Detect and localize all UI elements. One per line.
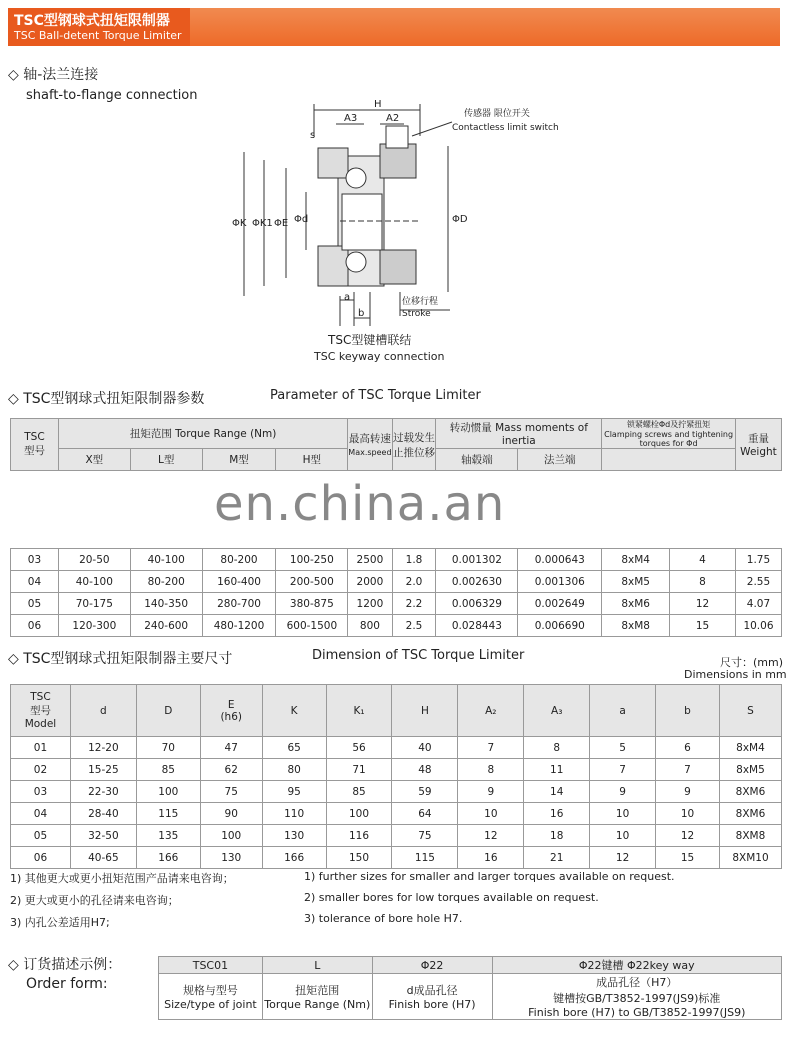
param-cell: 200-500 — [276, 571, 348, 593]
dim-cell: 6 — [656, 737, 720, 759]
note-en-2: 2) smaller bores for low torques available on request. — [304, 891, 599, 904]
dim-cell: 12 — [656, 825, 720, 847]
param-cell: 0.001302 — [436, 549, 518, 571]
torque-limiter-diagram — [220, 96, 590, 366]
param-cell: 8xM5 — [602, 571, 670, 593]
dim-cell: 8 — [458, 759, 524, 781]
param-cell: 140-350 — [130, 593, 202, 615]
dim-phiD-label: ΦD — [452, 214, 468, 225]
dim-cell: 32-50 — [70, 825, 136, 847]
dim-cell: 21 — [524, 847, 590, 869]
param-cell: 40-100 — [130, 549, 202, 571]
param-cell: 80-200 — [202, 549, 276, 571]
dim-cell: 100 — [200, 825, 262, 847]
dim-cell: 9 — [590, 781, 656, 803]
param-cell: 480-1200 — [202, 615, 276, 637]
param-h-stroke: 过载发生 止推位移 — [392, 419, 436, 471]
dim-cell: 8XM6 — [719, 803, 781, 825]
dim-cell: 85 — [326, 781, 392, 803]
dim-cell: 8XM8 — [719, 825, 781, 847]
param-cell: 2000 — [348, 571, 392, 593]
param-cell: 03 — [11, 549, 59, 571]
param-h-range: 扭矩范围 Torque Range (Nm) — [58, 419, 347, 449]
dim-cell: 03 — [11, 781, 71, 803]
order-code-range: L — [262, 957, 372, 974]
param-cell: 280-700 — [202, 593, 276, 615]
dim-h-col: H — [392, 685, 458, 737]
dim-cell: 48 — [392, 759, 458, 781]
order-table — [158, 956, 782, 1020]
order-code-model: TSC01 — [159, 957, 263, 974]
param-row — [11, 571, 782, 593]
param-cell: 8 — [670, 571, 736, 593]
diagram-caption-en: TSC keyway connection — [314, 350, 445, 363]
dim-cell: 100 — [136, 781, 200, 803]
param-h-l: L型 — [130, 449, 202, 471]
param-h-weight: 重量 Weight — [735, 419, 781, 471]
param-cell: 0.006690 — [518, 615, 602, 637]
dim-cell: 11 — [524, 759, 590, 781]
dim-cell: 62 — [200, 759, 262, 781]
param-cell: 0.002630 — [436, 571, 518, 593]
section3-title-cn: ◇ TSC型钢球式扭矩限制器主要尺寸 — [8, 651, 233, 667]
dim-cell: 01 — [11, 737, 71, 759]
dim-cell: 9 — [458, 781, 524, 803]
param-cell: 2.5 — [392, 615, 436, 637]
dim-cell: 116 — [326, 825, 392, 847]
param-h-hub: 轴毂端 — [436, 449, 518, 471]
dim-cell: 166 — [136, 847, 200, 869]
dim-cell: 06 — [11, 847, 71, 869]
param-h-m: M型 — [202, 449, 276, 471]
dim-cell: 7 — [656, 759, 720, 781]
dim-cell: 5 — [590, 737, 656, 759]
dim-cell: 02 — [11, 759, 71, 781]
dim-cell: 8XM6 — [719, 781, 781, 803]
dim-H-label: H — [374, 99, 382, 110]
dim-A3-label: A3 — [344, 113, 358, 124]
section2-title-en: Parameter of TSC Torque Limiter — [270, 388, 481, 403]
param-cell: 4.07 — [735, 593, 781, 615]
param-h-clamp: 锁紧螺栓Φd及拧紧扭矩 Clamping screws and tightening torques for Φd — [602, 419, 736, 449]
dim-h-col: K₁ — [326, 685, 392, 737]
dim-cell: 15-25 — [70, 759, 136, 781]
dim-cell: 40 — [392, 737, 458, 759]
param-cell: 10.06 — [735, 615, 781, 637]
dim-b-label: b — [358, 308, 365, 319]
order-desc-keyway: 成品孔径（H7） 键槽按GB/T3852-1997(JS9)标准 Finish bore (H7) to GB/T3852-1997(JS9) — [492, 974, 782, 1020]
dim-cell: 8xM4 — [719, 737, 781, 759]
param-cell: 100-250 — [276, 549, 348, 571]
dim-cell: 90 — [200, 803, 262, 825]
dim-cell: 15 — [656, 847, 720, 869]
dim-cell: 9 — [656, 781, 720, 803]
param-cell: 40-100 — [58, 571, 130, 593]
dim-cell: 7 — [590, 759, 656, 781]
dim-row — [11, 847, 782, 869]
dim-h-col: A₃ — [524, 685, 590, 737]
order-title-en: Order form: — [26, 976, 108, 992]
order-title-cn: ◇ 订货描述示例： — [8, 957, 122, 973]
dim-h-model: TSC 型号 Model — [11, 685, 71, 737]
dim-a-label: a — [344, 292, 351, 303]
param-h-clamp-sub — [602, 449, 736, 471]
dim-cell: 10 — [656, 803, 720, 825]
dim-cell: 130 — [262, 825, 326, 847]
param-h-x: X型 — [58, 449, 130, 471]
note-cn-1: 1) 其他更大或更小扭矩范围产品请来电咨询； — [10, 872, 234, 885]
param-h-inertia: 转动惯量 Mass moments of inertia — [436, 419, 602, 449]
dim-cell: 04 — [11, 803, 71, 825]
unit-label-cn: 尺寸：(mm) — [720, 656, 784, 669]
dim-cell: 12 — [458, 825, 524, 847]
param-cell: 0.002649 — [518, 593, 602, 615]
dim-cell: 64 — [392, 803, 458, 825]
param-cell: 8xM4 — [602, 549, 670, 571]
param-cell: 0.001306 — [518, 571, 602, 593]
section1-title-cn: ◇ 轴-法兰连接 — [8, 67, 99, 83]
dim-A2-label: A2 — [386, 113, 400, 124]
dim-cell: 110 — [262, 803, 326, 825]
dim-cell: 05 — [11, 825, 71, 847]
dim-cell: 7 — [458, 737, 524, 759]
dim-cell: 12 — [590, 847, 656, 869]
param-cell: 20-50 — [58, 549, 130, 571]
order-code-bore: Φ22 — [372, 957, 492, 974]
dim-cell: 80 — [262, 759, 326, 781]
section2-title-cn: ◇ TSC型钢球式扭矩限制器参数 — [8, 391, 205, 407]
dim-cell: 71 — [326, 759, 392, 781]
param-cell: 70-175 — [58, 593, 130, 615]
diagram-caption-cn: TSC型键槽联结 — [328, 333, 412, 347]
param-row — [11, 549, 782, 571]
section3-title-en: Dimension of TSC Torque Limiter — [312, 648, 525, 663]
dim-cell: 18 — [524, 825, 590, 847]
param-cell: 600-1500 — [276, 615, 348, 637]
param-cell: 380-875 — [276, 593, 348, 615]
param-cell: 2500 — [348, 549, 392, 571]
dim-cell: 100 — [326, 803, 392, 825]
page-header — [0, 0, 790, 46]
watermark-text: en.china.an — [214, 476, 506, 532]
dim-row — [11, 781, 782, 803]
param-cell: 2.55 — [735, 571, 781, 593]
param-h-model: TSC 型号 — [11, 419, 59, 471]
order-desc-model: 规格与型号 Size/type of joint — [159, 974, 263, 1020]
dim-phid-label: Φd — [294, 214, 309, 225]
dim-cell: 12-20 — [70, 737, 136, 759]
sensor-label-en: Contactless limit switch — [452, 123, 559, 133]
param-cell: 1200 — [348, 593, 392, 615]
sensor-label-cn: 传感器 限位开关 — [464, 109, 530, 119]
param-cell: 80-200 — [130, 571, 202, 593]
note-cn-3: 3) 内孔公差适用H7; — [10, 916, 110, 929]
dim-cell: 65 — [262, 737, 326, 759]
section1-title-en: shaft-to-flange connection — [26, 88, 198, 103]
dim-row — [11, 825, 782, 847]
dim-cell: 16 — [524, 803, 590, 825]
dim-cell: 47 — [200, 737, 262, 759]
param-cell: 240-600 — [130, 615, 202, 637]
note-en-3: 3) tolerance of bore hole H7. — [304, 912, 463, 925]
stroke-label-cn: 位移行程 — [402, 297, 439, 307]
param-cell: 8xM8 — [602, 615, 670, 637]
dim-row — [11, 759, 782, 781]
dim-h-col: d — [70, 685, 136, 737]
dim-s-label: s — [310, 130, 316, 141]
dim-cell: 14 — [524, 781, 590, 803]
order-code-keyway: Φ22键槽 Φ22key way — [492, 957, 782, 974]
dim-row — [11, 803, 782, 825]
param-cell: 160-400 — [202, 571, 276, 593]
param-cell: 8xM6 — [602, 593, 670, 615]
param-cell: 05 — [11, 593, 59, 615]
param-cell: 0.006329 — [436, 593, 518, 615]
dim-cell: 10 — [590, 825, 656, 847]
dim-cell: 150 — [326, 847, 392, 869]
param-cell: 120-300 — [58, 615, 130, 637]
order-desc-bore: d成品孔径 Finish bore (H7) — [372, 974, 492, 1020]
dim-row — [11, 737, 782, 759]
note-en-1: 1) further sizes for smaller and larger torques available on request. — [304, 870, 675, 883]
param-h-flange: 法兰端 — [518, 449, 602, 471]
dim-cell: 75 — [200, 781, 262, 803]
note-cn-2: 2) 更大或更小的孔径请来电咨询； — [10, 894, 179, 907]
param-cell: 1.8 — [392, 549, 436, 571]
header-title-en: TSC Ball-detent Torque Limiter — [14, 29, 182, 42]
unit-label-en: Dimensions in mm — [684, 668, 787, 681]
param-cell: 04 — [11, 571, 59, 593]
param-h-h: H型 — [276, 449, 348, 471]
dim-cell: 75 — [392, 825, 458, 847]
param-cell: 1.75 — [735, 549, 781, 571]
param-cell: 0.000643 — [518, 549, 602, 571]
dim-cell: 22-30 — [70, 781, 136, 803]
dim-h-col: E (h6) — [200, 685, 262, 737]
param-cell: 2.0 — [392, 571, 436, 593]
dim-cell: 16 — [458, 847, 524, 869]
dim-cell: 8xM5 — [719, 759, 781, 781]
dim-cell: 59 — [392, 781, 458, 803]
dim-phiK1-label: ΦK1 — [252, 218, 273, 229]
dim-phiK-label: ΦK — [232, 218, 247, 229]
param-h-maxspeed: 最高转速 Max.speed — [348, 419, 392, 471]
param-cell: 06 — [11, 615, 59, 637]
dim-cell: 10 — [590, 803, 656, 825]
dim-cell: 85 — [136, 759, 200, 781]
param-cell: 800 — [348, 615, 392, 637]
dim-h-col: a — [590, 685, 656, 737]
dim-cell: 95 — [262, 781, 326, 803]
param-cell: 0.028443 — [436, 615, 518, 637]
dim-h-col: K — [262, 685, 326, 737]
dim-cell: 115 — [136, 803, 200, 825]
dim-cell: 70 — [136, 737, 200, 759]
dim-cell: 8 — [524, 737, 590, 759]
header-title-cn: TSC型钢球式扭矩限制器 — [14, 13, 170, 29]
dim-cell: 166 — [262, 847, 326, 869]
dim-cell: 56 — [326, 737, 392, 759]
param-cell: 15 — [670, 615, 736, 637]
dim-cell: 115 — [392, 847, 458, 869]
dim-h-col: b — [656, 685, 720, 737]
dim-cell: 130 — [200, 847, 262, 869]
param-cell: 2.2 — [392, 593, 436, 615]
dim-h-col: A₂ — [458, 685, 524, 737]
dim-cell: 28-40 — [70, 803, 136, 825]
order-desc-range: 扭矩范围 Torque Range (Nm) — [262, 974, 372, 1020]
param-row — [11, 615, 782, 637]
param-cell: 4 — [670, 549, 736, 571]
param-cell: 12 — [670, 593, 736, 615]
dim-h-col: S — [719, 685, 781, 737]
dim-cell: 135 — [136, 825, 200, 847]
stroke-label-en: Stroke — [402, 309, 431, 319]
dim-cell: 10 — [458, 803, 524, 825]
dimension-table — [10, 684, 782, 869]
dim-cell: 40-65 — [70, 847, 136, 869]
dim-h-col: D — [136, 685, 200, 737]
param-row — [11, 593, 782, 615]
dim-phiE-label: ΦE — [274, 218, 289, 229]
dim-cell: 8XM10 — [719, 847, 781, 869]
